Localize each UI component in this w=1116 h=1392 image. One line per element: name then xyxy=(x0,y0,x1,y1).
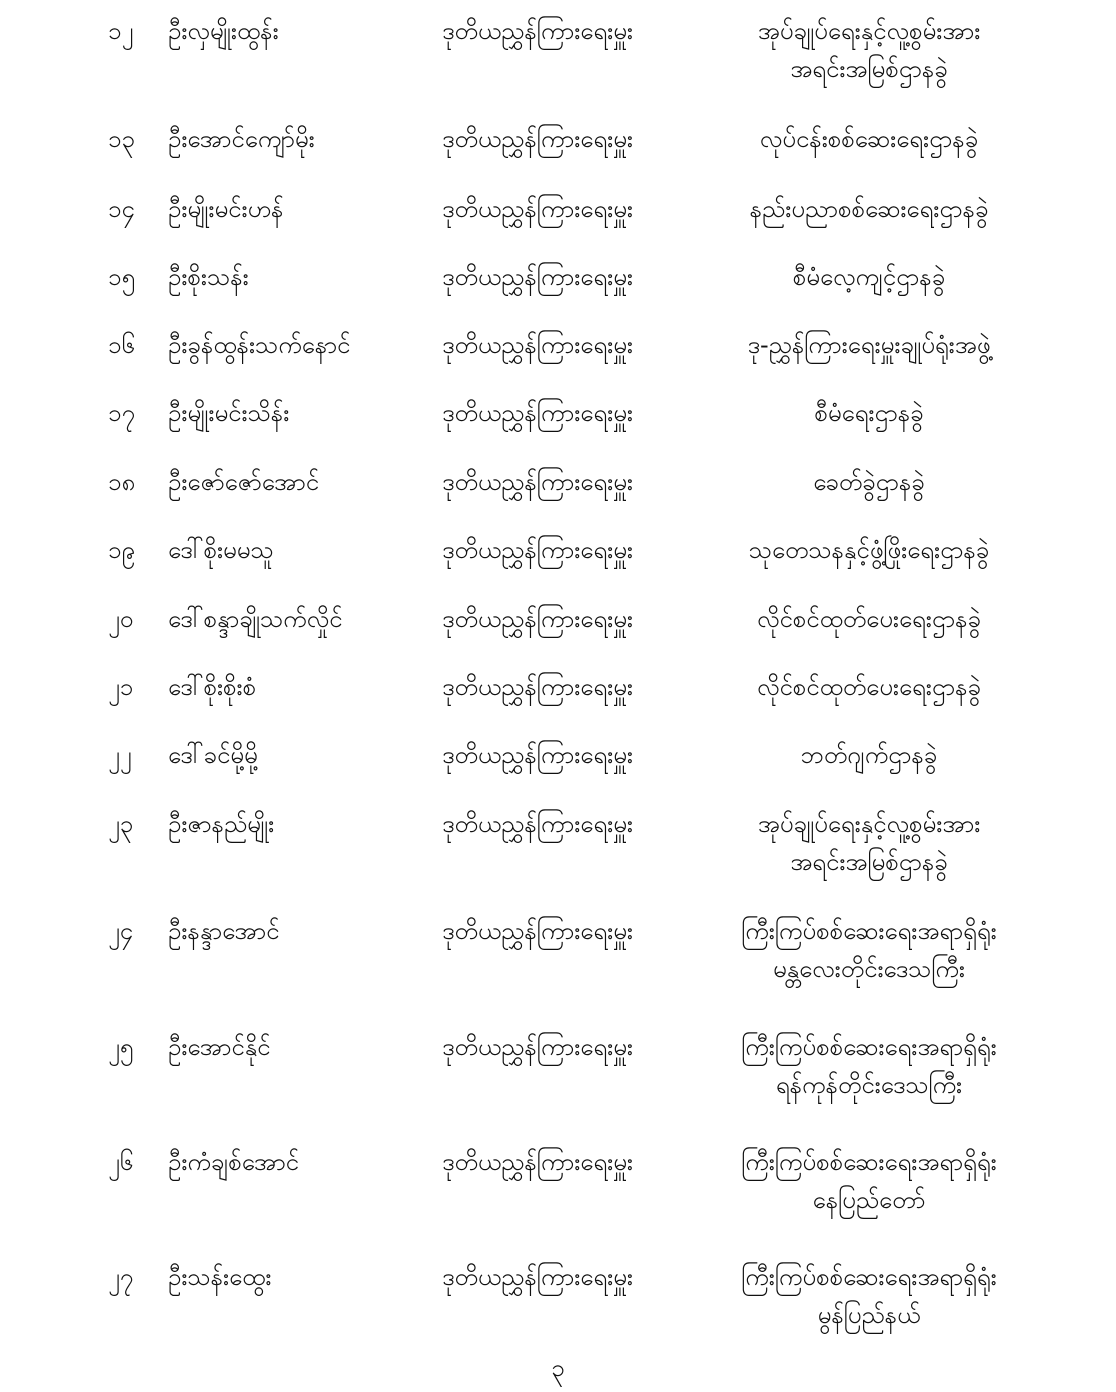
department xyxy=(716,258,1022,296)
row-number: ၁၇ xyxy=(108,399,135,427)
position-title: ဒုတိယညွှန်ကြားရေးမှူး xyxy=(442,673,633,701)
department xyxy=(716,736,1022,774)
department-line: လုပ်ငန်းစစ်ဆေးရေးဌာနခွဲ xyxy=(759,125,979,153)
department xyxy=(716,12,1022,88)
position-title: ဒုတိယညွှန်ကြားရေးမှူး xyxy=(442,1033,633,1061)
department xyxy=(716,120,1022,158)
position-title: ဒုတိယညွှန်ကြားရေးမှူး xyxy=(442,917,633,945)
page-number: ၃ xyxy=(551,1354,565,1382)
position-title: ဒုတိယညွှန်ကြားရေးမှူး xyxy=(442,605,633,633)
row-number: ၁၅ xyxy=(108,263,135,291)
department-line: အုပ်ချုပ်ရေးနှင့်လူ့စွမ်းအား xyxy=(757,810,981,838)
row-number: ၂၁ xyxy=(108,673,134,701)
position-title: ဒုတိယညွှန်ကြားရေးမှူး xyxy=(442,741,633,769)
person-name: ဦးလှမျိုးထွန်း xyxy=(168,17,279,45)
position-title: ဒုတိယညွှန်ကြားရေးမှူး xyxy=(442,17,633,45)
person-name: ဦးမျိုးမင်းသိန်း xyxy=(168,399,290,427)
person-name: ဒေါ်စန္ဒာချိုသက်လှိုင် xyxy=(168,605,343,633)
row-number: ၂၇ xyxy=(108,1263,134,1291)
person-name: ဦးသန်းထွေး xyxy=(168,1263,272,1291)
person-name: ဦးစိုးသန်း xyxy=(168,263,249,291)
department-line: သုတေသနနှင့်ဖွံ့ဖြိုးရေးဌာနခွဲ xyxy=(748,536,990,564)
person-name: ဦးမျိုးမင်းဟန် xyxy=(168,195,284,223)
position-title: ဒုတိယညွှန်ကြားရေးမှူး xyxy=(442,468,633,496)
department-line: ဘတ်ဂျက်ဌာနခွဲ xyxy=(800,741,938,769)
department xyxy=(716,668,1022,706)
position-title: ဒုတိယညွှန်ကြားရေးမှူး xyxy=(442,1148,633,1176)
department-line: ခေတ်ခွဲဌာနခွဲ xyxy=(813,468,925,496)
row-number: ၂၄ xyxy=(108,917,134,945)
department xyxy=(716,1028,1022,1104)
department xyxy=(716,531,1022,569)
row-number: ၁၆ xyxy=(108,331,135,359)
department-line: လိုင်စင်ထုတ်ပေးရေးဌာနခွဲ xyxy=(756,673,981,701)
person-name: ဦးအောင်နိုင် xyxy=(168,1033,271,1061)
department-line: အရင်းအမြစ်ဌာနခွဲ xyxy=(790,848,948,876)
person-name: ဒေါ်စိုးမမသူ xyxy=(168,536,274,564)
row-number: ၁၄ xyxy=(108,195,135,223)
position-title: ဒုတိယညွှန်ကြားရေးမှူး xyxy=(442,399,633,427)
department-line: ကြီးကြပ်စစ်ဆေးရေးအရာရှိရုံး xyxy=(741,917,997,945)
row-number: ၁၂ xyxy=(108,17,134,45)
position-title: ဒုတိယညွှန်ကြားရေးမှူး xyxy=(442,536,633,564)
row-number: ၂၆ xyxy=(108,1148,134,1176)
department-line: မွန်ပြည်နယ် xyxy=(817,1301,921,1329)
position-title: ဒုတိယညွှန်ကြားရေးမှူး xyxy=(442,1263,633,1291)
person-name: ဦးနန္ဒာအောင် xyxy=(168,917,280,945)
department-line: အုပ်ချုပ်ရေးနှင့်လူ့စွမ်းအား xyxy=(757,17,981,45)
department-line: နေပြည်တော် xyxy=(812,1186,926,1214)
row-number: ၂၅ xyxy=(108,1033,134,1061)
department-line: ဒု-ညွှန်ကြားရေးမှူးချုပ်ရုံးအဖွဲ့ xyxy=(747,331,991,359)
department xyxy=(716,912,1022,988)
department xyxy=(716,394,1022,432)
person-name: ဦးအောင်ကျော်မိုး xyxy=(168,125,315,153)
row-number: ၂၃ xyxy=(108,810,134,838)
person-name: ဦးဇော်ဇော်အောင် xyxy=(168,468,320,496)
row-number: ၁၈ xyxy=(108,468,136,496)
department xyxy=(716,1143,1022,1219)
row-number: ၁၃ xyxy=(108,125,135,153)
person-name: ဦးခွန်ထွန်းသက်နောင် xyxy=(168,331,351,359)
department-line: အရင်းအမြစ်ဌာနခွဲ xyxy=(790,55,948,83)
position-title: ဒုတိယညွှန်ကြားရေးမှူး xyxy=(442,263,633,291)
person-name: ဒေါ်စိုးစိုးစံ xyxy=(168,673,257,701)
department xyxy=(716,326,1022,364)
department xyxy=(716,805,1022,881)
department-line: နည်းပညာစစ်ဆေးရေးဌာနခွဲ xyxy=(749,195,989,223)
department xyxy=(716,463,1022,501)
row-number: ၂၂ xyxy=(108,741,132,769)
position-title: ဒုတိယညွှန်ကြားရေးမှူး xyxy=(442,810,633,838)
department xyxy=(716,1258,1022,1334)
department xyxy=(716,600,1022,638)
person-name: ဦးကံချစ်အောင် xyxy=(168,1148,299,1176)
person-name: ဦးဇာနည်မျိုး xyxy=(168,810,275,838)
position-title: ဒုတိယညွှန်ကြားရေးမှူး xyxy=(442,125,633,153)
department-line: ရန်ကုန်တိုင်းဒေသကြီး xyxy=(775,1071,963,1099)
department-line: ကြီးကြပ်စစ်ဆေးရေးအရာရှိရုံး xyxy=(741,1033,997,1061)
department-line: ကြီးကြပ်စစ်ဆေးရေးအရာရှိရုံး xyxy=(741,1148,997,1176)
department-line: လိုင်စင်ထုတ်ပေးရေးဌာနခွဲ xyxy=(756,605,981,633)
department-line: ကြီးကြပ်စစ်ဆေးရေးအရာရှိရုံး xyxy=(741,1263,997,1291)
department-line: မန္တလေးတိုင်းဒေသကြီး xyxy=(773,955,965,983)
department xyxy=(716,190,1022,228)
department-line: စီမံလေ့ကျင့်ဌာနခွဲ xyxy=(792,263,946,291)
person-name: ဒေါ်ခင်မို့မို့ xyxy=(168,741,258,769)
row-number: ၁၉ xyxy=(108,536,135,564)
row-number: ၂၀ xyxy=(108,605,134,633)
position-title: ဒုတိယညွှန်ကြားရေးမှူး xyxy=(442,195,633,223)
position-title: ဒုတိယညွှန်ကြားရေးမှူး xyxy=(442,331,633,359)
department-line: စီမံရေးဌာနခွဲ xyxy=(814,399,924,427)
